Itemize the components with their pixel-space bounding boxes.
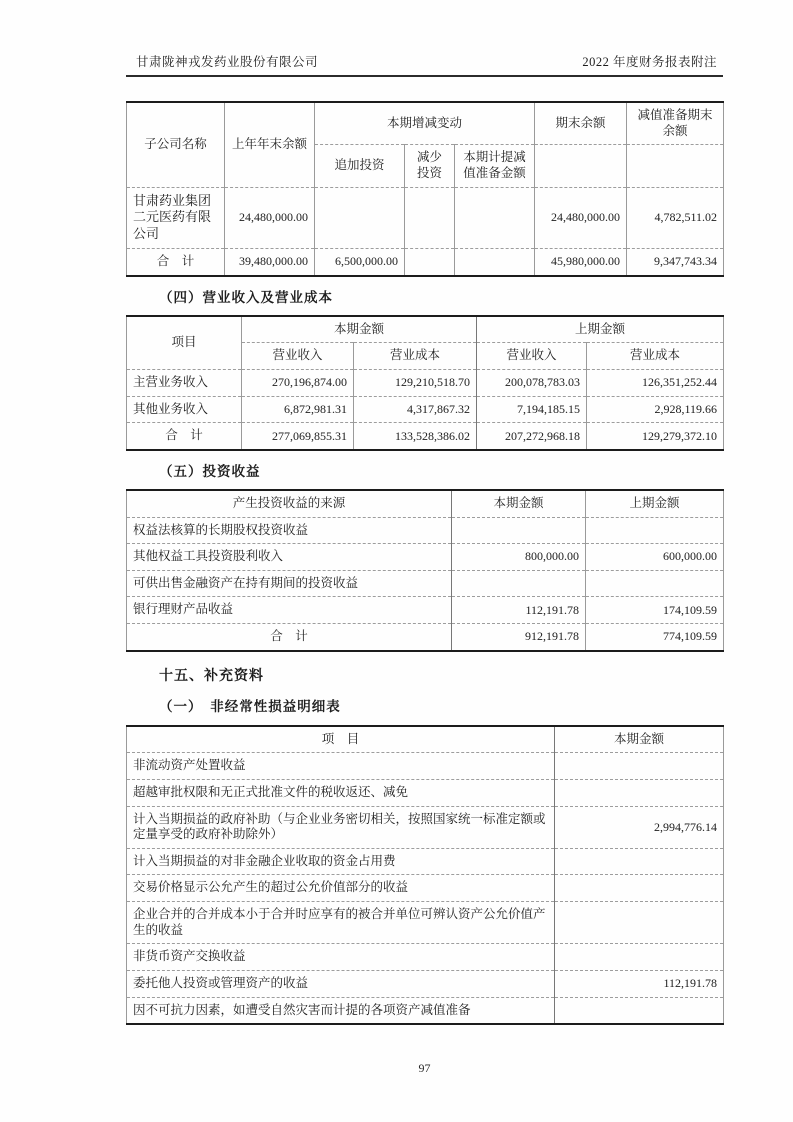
table-row: [127, 944, 724, 971]
cell-item: 非流动资产处置收益: [127, 753, 555, 780]
col-header: 本期金额: [452, 490, 586, 517]
cell-value: 9,347,743.34: [627, 249, 724, 276]
col-header: 期末余额: [535, 102, 627, 145]
cell-value: 4,782,511.02: [627, 187, 724, 249]
cell-item: 其他业务收入: [127, 396, 242, 423]
cell-value: 774,109.59: [586, 624, 724, 651]
section-heading-supplementary: 十五、补充资料: [159, 668, 264, 684]
table-row: [127, 806, 724, 848]
table-row: [127, 779, 724, 806]
table-header-row: [127, 726, 724, 753]
cell-value: [555, 944, 724, 971]
cell-value: [555, 902, 724, 944]
cell-item: 交易价格显示公允产生的超过公允价值部分的收益: [127, 875, 555, 902]
cell-item: 可供出售金融资产在持有期间的投资收益: [127, 570, 452, 597]
cell-value: 600,000.00: [586, 544, 724, 571]
cell-subsidiary-name: 甘肃药业集团二元医药有限公司: [127, 187, 225, 249]
cell-value: [555, 997, 724, 1024]
table-header-row: [127, 102, 724, 145]
cell-value: [586, 517, 724, 544]
table-row: [127, 997, 724, 1024]
cell-value: 800,000.00: [452, 544, 586, 571]
cell-value: 2,928,119.66: [587, 396, 724, 423]
table-row: [127, 396, 724, 423]
table-total-row: [127, 423, 724, 450]
page-number: 97: [418, 1061, 431, 1075]
cell-value: [452, 517, 586, 544]
col-header: 本期计提减值准备金额: [455, 145, 535, 187]
cell-value: 24,480,000.00: [535, 187, 627, 249]
col-header: 减少投资: [405, 145, 455, 187]
cell-item: 因不可抗力因素，如遭受自然灾害而计提的各项资产减值准备: [127, 997, 555, 1024]
cell-value: 2,994,776.14: [555, 806, 724, 848]
table-row: [127, 370, 724, 397]
cell-item: 企业合并的合并成本小于合并时应享有的被合并单位可辨认资产公允价值产生的收益: [127, 902, 555, 944]
report-title: 2022 年度财务报表附注: [582, 55, 717, 69]
col-header: 营业收入: [242, 343, 354, 370]
cell-value: 270,196,874.00: [242, 370, 354, 397]
table-row: [127, 902, 724, 944]
col-header: 本期金额: [555, 726, 724, 753]
cell-item: 银行理财产品收益: [127, 597, 452, 624]
cell-value: 4,317,867.32: [354, 396, 477, 423]
table-header-row: [127, 316, 724, 343]
cell-item: 权益法核算的长期股权投资收益: [127, 517, 452, 544]
cell-value: 7,194,185.15: [477, 396, 587, 423]
col-header: 产生投资收益的来源: [127, 490, 452, 517]
cell-value: [555, 848, 724, 875]
col-header: 项目: [127, 316, 242, 370]
cell-item: 计入当期损益的对非金融企业收取的资金占用费: [127, 848, 555, 875]
cell-total-label: 合 计: [127, 249, 225, 276]
cell-value: 112,191.78: [452, 597, 586, 624]
table-row: [127, 848, 724, 875]
cell-value: 126,351,252.44: [587, 370, 724, 397]
cell-item: 计入当期损益的政府补助（与企业业务密切相关，按照国家统一标准定额或定量享受的政府补助除外）: [127, 806, 555, 848]
cell-value: 200,078,783.03: [477, 370, 587, 397]
cell-value: 129,210,518.70: [354, 370, 477, 397]
page-content: [126, 101, 723, 1025]
table-row: [127, 753, 724, 780]
cell-value: [586, 570, 724, 597]
cell-item: 其他权益工具投资股利收入: [127, 544, 452, 571]
cell-value: [315, 187, 405, 249]
table-row: [127, 970, 724, 997]
cell-value: 112,191.78: [555, 970, 724, 997]
investment-income-table: [126, 489, 724, 652]
cell-value: [405, 187, 455, 249]
table-row: [127, 875, 724, 902]
col-header: 追加投资: [315, 145, 405, 187]
empty-cell: [535, 145, 627, 187]
cell-item: 超越审批权限和无正式批准文件的税收返还、减免: [127, 779, 555, 806]
cell-value: [455, 249, 535, 276]
table-row: [127, 544, 724, 571]
subsidiary-investment-table: [126, 101, 724, 277]
table-row: [127, 570, 724, 597]
cell-value: 207,272,968.18: [477, 423, 587, 450]
cell-value: 133,528,386.02: [354, 423, 477, 450]
col-header: 减值准备期末余额: [627, 102, 724, 145]
cell-item: 主营业务收入: [127, 370, 242, 397]
cell-value: [405, 249, 455, 276]
table-total-row: [127, 249, 724, 276]
table-row: [127, 187, 724, 249]
section-heading-revenue-cost: （四）营业收入及营业成本: [159, 289, 333, 305]
col-header-group: 本期金额: [242, 316, 477, 343]
revenue-cost-table: [126, 315, 724, 451]
cell-value: 45,980,000.00: [535, 249, 627, 276]
col-header: 上期金额: [586, 490, 724, 517]
cell-value: 39,480,000.00: [225, 249, 315, 276]
col-header: 营业成本: [354, 343, 477, 370]
col-header-group: 本期增减变动: [315, 102, 535, 145]
cell-value: [555, 779, 724, 806]
cell-item: 委托他人投资或管理资产的收益: [127, 970, 555, 997]
cell-value: 24,480,000.00: [225, 187, 315, 249]
cell-value: 6,500,000.00: [315, 249, 405, 276]
col-header: 项 目: [127, 726, 555, 753]
empty-cell: [627, 145, 724, 187]
col-header: 子公司名称: [127, 102, 225, 187]
cell-value: 277,069,855.31: [242, 423, 354, 450]
cell-value: [555, 753, 724, 780]
table-row: [127, 517, 724, 544]
col-header-group: 上期金额: [477, 316, 724, 343]
cell-value: 6,872,981.31: [242, 396, 354, 423]
company-name: 甘肃陇神戎发药业股份有限公司: [136, 55, 319, 69]
cell-value: 129,279,372.10: [587, 423, 724, 450]
table-header-row: [127, 490, 724, 517]
section-heading-nonrecurring: （一） 非经常性损益明细表: [159, 698, 341, 714]
cell-value: 174,109.59: [586, 597, 724, 624]
col-header: 上年年末余额: [225, 102, 315, 187]
cell-value: 912,191.78: [452, 624, 586, 651]
cell-total-label: 合 计: [127, 423, 242, 450]
section-heading-investment-income: （五）投资收益: [159, 463, 261, 479]
col-header: 营业成本: [587, 343, 724, 370]
cell-value: [452, 570, 586, 597]
col-header: 营业收入: [477, 343, 587, 370]
cell-item: 非货币资产交换收益: [127, 944, 555, 971]
cell-value: [455, 187, 535, 249]
running-header: [126, 52, 723, 70]
non-recurring-gains-table: [126, 725, 724, 1026]
table-row: [127, 597, 724, 624]
table-total-row: [127, 624, 724, 651]
cell-value: [555, 875, 724, 902]
cell-total-label: 合 计: [127, 624, 452, 651]
header-rule: [126, 75, 723, 77]
